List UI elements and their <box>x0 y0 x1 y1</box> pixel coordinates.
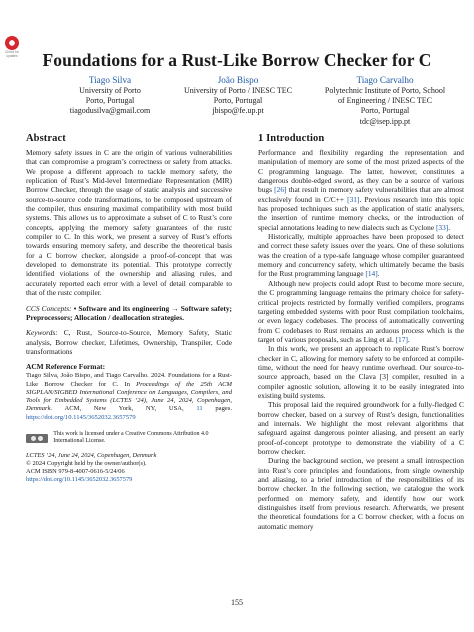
doi-link[interactable]: https://doi.org/10.1145/3652032.3657579 <box>26 413 136 421</box>
author-block <box>158 75 318 117</box>
paper-title: Foundations for a Rust-Like Borrow Checker for C <box>42 50 432 70</box>
ref-publisher: ACM, New York, NY, USA, <box>52 405 197 413</box>
author-location: Porto, Portugal <box>360 106 410 116</box>
intro-paragraph: Although new projects could adopt Rust to become more secure, the C programming language remains the primary choice for safety-critical projects restricted by formally verified compilers, programs targeting embedded systems with poor Rust compilation toolchains, or even legacy codebases. The process of automatically converting from C codebases to Rust remains an arduous process which is the target of various proposals, such as Ling et al. [17]. <box>258 278 464 344</box>
intro-paragraph: During the background section, we present a small introspection into Rust’s core principles and foundations, from single ownership and aliasing, to a brief introduction of the responsibilities of its borrow checker. In the following section, we catalogue the work performed on memory safety, and identify how our work distinguishes itself from previous research. Afterwards, we present the theoretical foundations for a C borrow checker, with a focus on automatic memory <box>258 456 464 531</box>
abstract-text: Memory safety issues in C are the origin of various vulnerabilities that can compromise a program’s correctness or safety from attacks. We propose a different approach to tackle memory safety, the replication of Rust’s Mid-level Intermediate Representation (MIR) Borrow Checker, through the usage of static analysis and successive source-to-source code transformations, to be composed upstream of the compiler, thus ensuring maximal compatibility with most build systems. This allows us to approximate a subset of C to Rust’s core concepts, applying the memory safety guarantees of the rustc compiler to C. In this work, we present a survey of Rust’s efforts towards ensuring memory safety, and describe the theoretical basis for a C borrow checker, alongside a proof-of-concept that was developed to demonstrate its potential. This prototype correctly identified violations of the ownership and aliasing rules, and accurately reported each error with a level of detail comparable to that of the rustc compiler. <box>26 148 232 298</box>
author-affiliation: Polytechnic Institute of Porto, School <box>324 86 446 95</box>
isbn-line: ACM ISBN 979-8-4007-0616-5/24/06 <box>26 468 125 475</box>
author-email: tiagodusilva@gmail.com <box>69 106 151 116</box>
copyright-line: © 2024 Copyright held by the owner/author(s). <box>26 459 147 467</box>
author-block <box>300 75 470 127</box>
intro-paragraph: Historically, multiple approaches have been proposed to detect and correct these safety issues over the years. One of these solutions was the creation of a type-safe language whose compiler guaranteed memory and concurrency safety, which ultimately became the basis for the Rust programming language [14]. <box>258 232 464 279</box>
publication-info <box>26 452 232 484</box>
left-column <box>26 133 232 484</box>
author-name[interactable]: João Bispo <box>217 75 259 85</box>
acm-reference-text <box>26 372 232 422</box>
ccs-concepts <box>26 304 232 323</box>
citation-link[interactable]: [26] <box>274 185 287 195</box>
keywords-label: Keywords: <box>26 328 58 338</box>
page-number: 155 <box>231 598 243 607</box>
citation-link[interactable]: [31] <box>347 194 360 204</box>
check-for-updates-icon <box>5 36 19 50</box>
ccs-text: • Software and its engineering → Software safety; Preprocessors; Allocation / deallocation strategies. <box>26 303 232 322</box>
citation-link[interactable]: [17] <box>395 334 408 344</box>
citation-link[interactable]: [33] <box>435 222 449 232</box>
author-affiliation: University of Porto <box>79 86 141 95</box>
author-email: jbispo@fe.up.pt <box>212 106 264 116</box>
citation-link[interactable]: [14] <box>365 269 378 279</box>
license-block <box>26 431 232 446</box>
keywords <box>26 328 232 356</box>
intro-paragraph: In this work, we present an approach to replicate Rust’s borrow checker in C, allowing for memory safety to be enforced at compile-time, without the need for heavy runtime overhead. Our source-to-source approach, based on the Clava [3] compiler, resulted in a compiler agnostic solution, allowing it to be easily integrated into existing build systems. <box>258 344 464 400</box>
intro-paragraph: This proposal laid the required groundwork for a fully-fledged C borrow checker, based on a survey of Rust’s design, functionalities and internals. We highlight the most relevant algorithms that safeguard against dangerous pointer aliasing, and present an early proof-of-concept prototype to demonstrate the viability of a C borrow checker. <box>258 400 464 456</box>
ref-venue: Proceedings of the 25th ACM SIGPLAN/SIGBED International Conference on Languages, Compilers, and Tools for Embedded Systems (LCTES ’24), June 24, 2024, Copenhagen, Denmark. <box>26 380 232 413</box>
author-affiliation: University of Porto / INESC TEC <box>183 86 293 95</box>
intro-paragraph: Performance and flexibility regarding the representation and manipulation of memory are some of the most prized aspects of the C programming language. The latter, however, constitutes a dangerous double-edged sword, as they can be a source of various bugs [26] that result in memory safety vulnerabilities that are almost exclusively found in C/C++ [31]. Previous research into this topic has proposed techniques such as the application of static analysers, the insertion of runtime memory checks, or the introduction of special annotations leading to new dialects such as Cyclone [33]. <box>258 148 464 232</box>
right-column <box>258 133 464 531</box>
license-text: This work is licensed under a Creative Commons Attribution 4.0 International License. <box>53 431 209 445</box>
introduction-heading: 1 Introduction <box>258 133 325 144</box>
author-location: Porto, Portugal <box>85 96 135 106</box>
pages-link[interactable]: 11 <box>196 405 203 413</box>
author-email: tdc@isep.ipp.pt <box>359 116 411 126</box>
keywords-text: C, Rust, Source-to-Source, Memory Safety, Static analysis, Borrow checker, Lifetimes, Ownership, Transpiler, Code transformations <box>26 328 232 356</box>
doi-link[interactable]: https://doi.org/10.1145/3652032.3657579 <box>26 476 133 484</box>
abstract-heading: Abstract <box>26 133 66 144</box>
creative-commons-by-icon[interactable] <box>26 434 48 443</box>
ref-authors: Tiago Silva, João Bispo, and Tiago Carvalho. 2024. Foundations for a Rust-Like Borrow Checker for C. In <box>26 372 232 388</box>
author-affiliation: of Engineering / INESC TEC <box>337 96 433 106</box>
ref-pages: pages. <box>202 405 233 413</box>
acm-reference-heading: ACM Reference Format: <box>26 362 106 372</box>
author-name[interactable]: Tiago Carvalho <box>356 75 414 85</box>
author-name[interactable]: Tiago Silva <box>88 75 132 85</box>
author-location: Porto, Portugal <box>213 96 263 106</box>
conference-line: LCTES ’24, June 24, 2024, Copenhagen, Denmark <box>26 451 157 459</box>
check-for-updates-label: Check for updates <box>5 50 19 58</box>
ccs-label: CCS Concepts: <box>26 303 72 313</box>
